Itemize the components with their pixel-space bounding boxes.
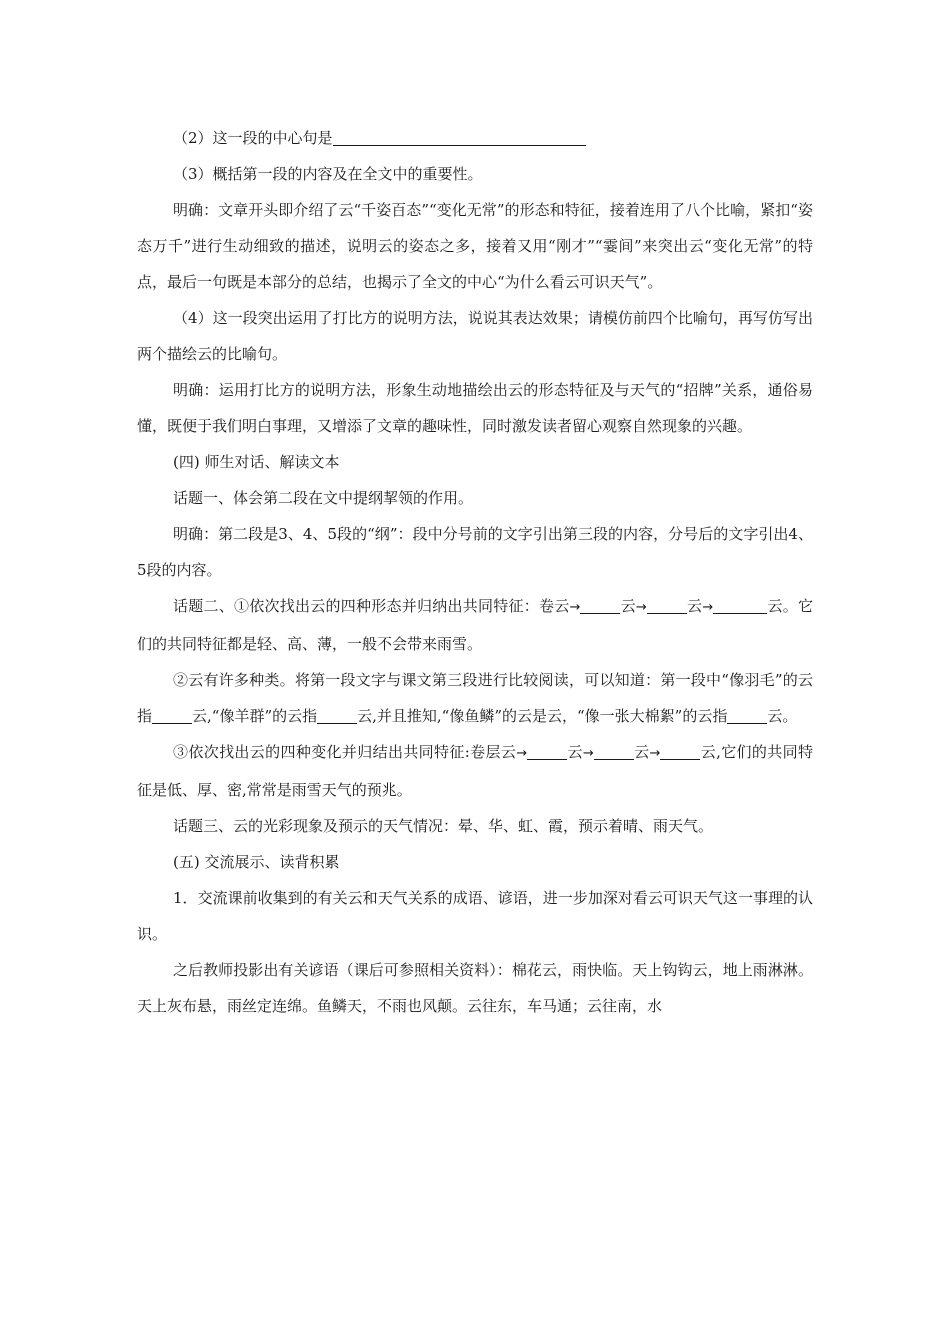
- topic-2-part-2-d: 云。: [767, 707, 798, 725]
- topic-2-part-3: [137, 734, 813, 808]
- arrow-icon: →: [582, 746, 594, 761]
- question-2: [137, 120, 813, 156]
- question-2-text: （2）这一段的中心句是: [173, 129, 333, 147]
- arrow-icon: →: [702, 600, 714, 615]
- arrow-icon: →: [649, 746, 661, 761]
- answer-3: 明确：文章开头即介绍了云“千姿百态”“变化无常”的形态和特征，接着连用了八个比喻，紧扣“姿态万千”进行生动细致的描述，说明云的姿态之多，接着又用“刚才”“霎间”来突出云“变化无常”的特点，最后一句既是本部分的总结，也揭示了全文的中心“为什么看云可识天气”。: [137, 201, 813, 291]
- answer-blank: [753, 595, 767, 614]
- arrow-icon: →: [516, 746, 528, 761]
- topic-2-part-3-text: ③依次找出云的四种变化并归结出共同特征:卷层云: [173, 743, 517, 761]
- topic-3: 话题三、云的光彩现象及预示的天气情况：晕、华、虹、霞，预示着晴、雨天气。: [173, 817, 714, 835]
- topic-2-part-2-b: 云,“像羊群”的云指: [192, 707, 318, 725]
- document-body: [137, 120, 813, 1024]
- arrow-icon: →: [569, 600, 581, 615]
- topic-1-question: 话题一、体会第二段在文中提纲挈领的作用。: [173, 489, 474, 507]
- answer-blank: [333, 127, 586, 146]
- topic-2-part-1-text: 话题二、①依次找出云的四种形态并归纳出共同特征：卷云: [173, 597, 570, 615]
- topic-2-part-3-end: 云,它们的共同特征是低、厚、密,常常是雨雪天气的预兆。: [137, 743, 813, 799]
- answer-blank: [727, 705, 767, 724]
- answer-4: 明确：运用打比方的说明方法，形象生动地描绘出云的形态特征及与天气的“招牌”关系，通俗易懂，既便于我们明白事理，又增添了文章的趣味性，同时激发读者留心观察自然现象的兴趣。: [137, 381, 813, 435]
- answer-blank: [647, 595, 687, 614]
- answer-blank: [527, 741, 567, 760]
- answer-blank: [317, 705, 357, 724]
- answer-blank: [152, 705, 192, 724]
- question-4: （4）这一段突出运用了打比方的说明方法，说说其表达效果；请模仿前四个比喻句，再写仿写出两个描绘云的比喻句。: [137, 309, 813, 363]
- section-4-heading: (四) 师生对话、解读文本: [173, 453, 340, 471]
- topic-2-part-2-a: ②云有许多种类。将第一段文字与课文第三段进行比较阅读，可以知道：第一段中“像羽毛”的云指: [137, 671, 813, 725]
- arrow-icon: →: [635, 600, 647, 615]
- item-1: 1．交流课前收集到的有关云和天气关系的成语、谚语，进一步加深对看云可识天气这一事理的认识。: [137, 889, 813, 943]
- topic-2-part-1-end: 云。它们的共同特征都是轻、高、薄，一般不会带来雨雪。: [137, 597, 813, 653]
- answer-blank: [580, 595, 620, 614]
- topic-1-answer: 明确：第二段是3、4、5段的“纲”：段中分号前的文字引出第三段的内容，分号后的文字引出4、5段的内容。: [137, 525, 813, 579]
- topic-2-part-1: [137, 588, 813, 662]
- proverbs-paragraph: 之后教师投影出有关谚语（课后可参照相关资料）：棉花云，雨快临。天上钩钩云，地上雨淋淋。天上灰布悬，雨丝定连绵。鱼鳞天，不雨也风颠。云往东，车马通；云往南，水: [137, 961, 813, 1015]
- answer-blank: [660, 741, 700, 760]
- cloud-char: 云: [567, 743, 583, 761]
- cloud-char: 云: [620, 597, 636, 615]
- topic-2-part-2-c: 云,并且推知,“像鱼鳞”的云是云，“像一张大棉絮”的云指: [357, 707, 728, 725]
- cloud-char: 云: [633, 743, 650, 761]
- answer-blank: [713, 595, 753, 614]
- question-3: （3）概括第一段的内容及在全文中的重要性。: [173, 165, 483, 183]
- cloud-char: 云: [686, 597, 703, 615]
- topic-2-part-2: [137, 662, 813, 734]
- section-5-heading: (五) 交流展示、读背积累: [173, 853, 340, 871]
- answer-blank: [594, 741, 634, 760]
